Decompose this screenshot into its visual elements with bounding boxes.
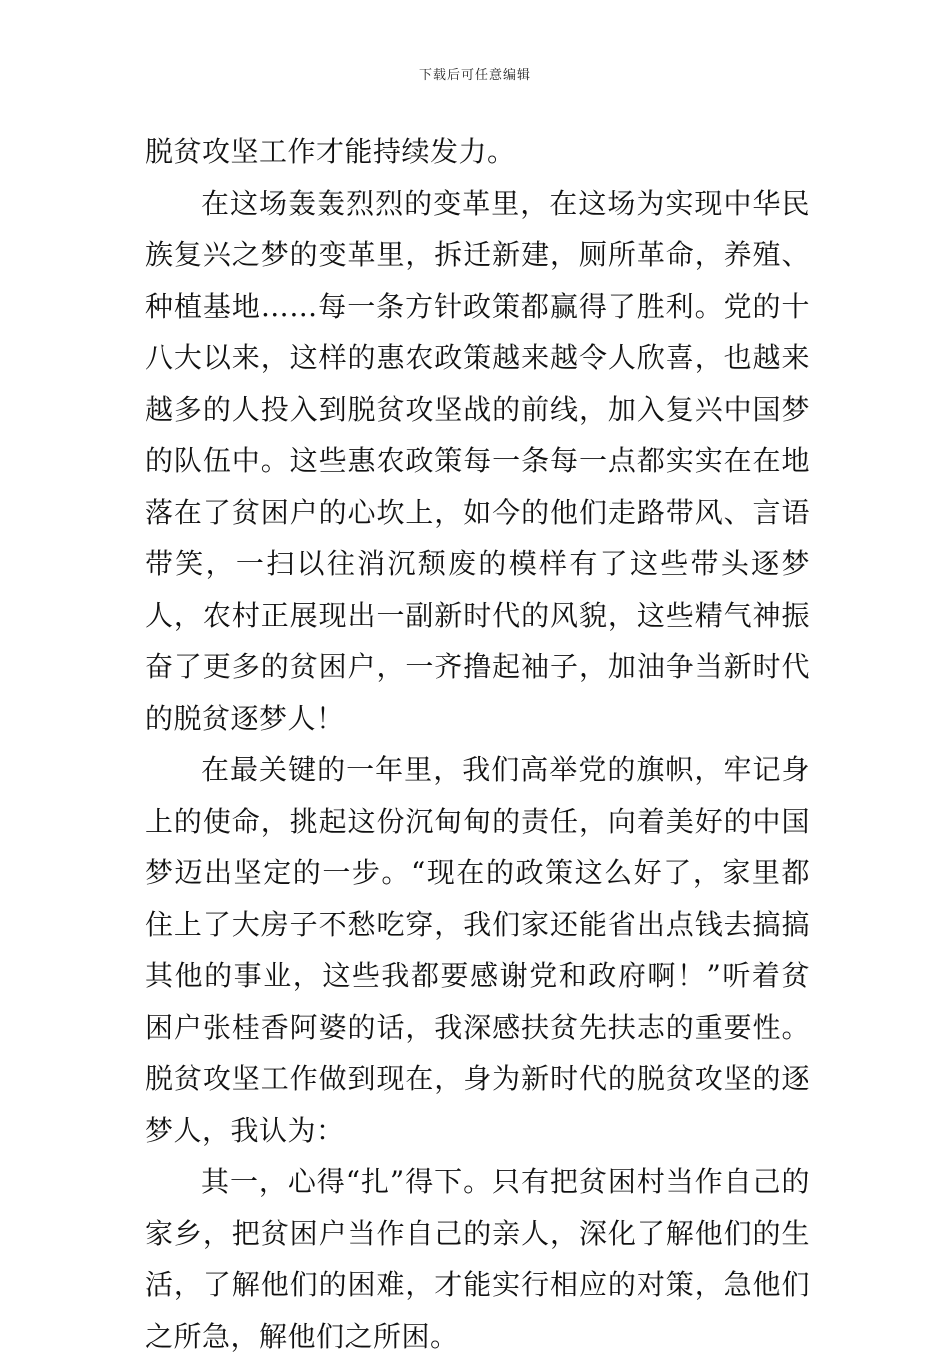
page-header-note: 下载后可任意编辑 <box>418 68 531 83</box>
paragraph-key-year: 在最关键的一年里，我们高举党的旗帜，牢记身上的使命，挑起这份沉甸甸的责任，向着美好的中国梦迈出坚定的一步。“现在的政策这么好了，家里都住上了大房子不愁吃穿，我们家还能省出点钱去搞搞其他的事业，这些我都要感谢党和政府啊！”听着贫困户张桂香阿婆的话，我深感扶贫先扶志的重要性。脱贫攻坚工作做到现在，身为新时代的脱贫攻坚的逐梦人，我认为： <box>145 753 810 1147</box>
paragraph-reform: 在这场轰轰烈烈的变革里，在这场为实现中华民族复兴之梦的变革里，拆迁新建，厕所革命，养殖、种植基地……每一条方针政策都赢得了胜利。党的十八大以来，这样的惠农政策越来越令人欣喜，也越来越多的人投入到脱贫攻坚战的前线，加入复兴中国梦的队伍中。这些惠农政策每一条每一点都实实在在地落在了贫困户的心坎上，如今的他们走路带风、言语带笑，一扫以往消沉颓废的模样有了这些带头逐梦人，农村正展现出一副新时代的风貌，这些精气神振奋了更多的贫困户，一齐撸起袖子，加油争当新时代的脱贫逐梦人！ <box>145 186 810 735</box>
paragraph-first-point: 其一，心得“扎”得下。只有把贫困村当作自己的家乡，把贫困户当作自己的亲人，深化了解他们的生活，了解他们的困难，才能实行相应的对策，急他们之所急，解他们之所困。 <box>145 1165 810 1353</box>
paragraph-continuation: 脱贫攻坚工作才能持续发力。 <box>145 135 516 168</box>
document-body <box>145 126 810 1362</box>
